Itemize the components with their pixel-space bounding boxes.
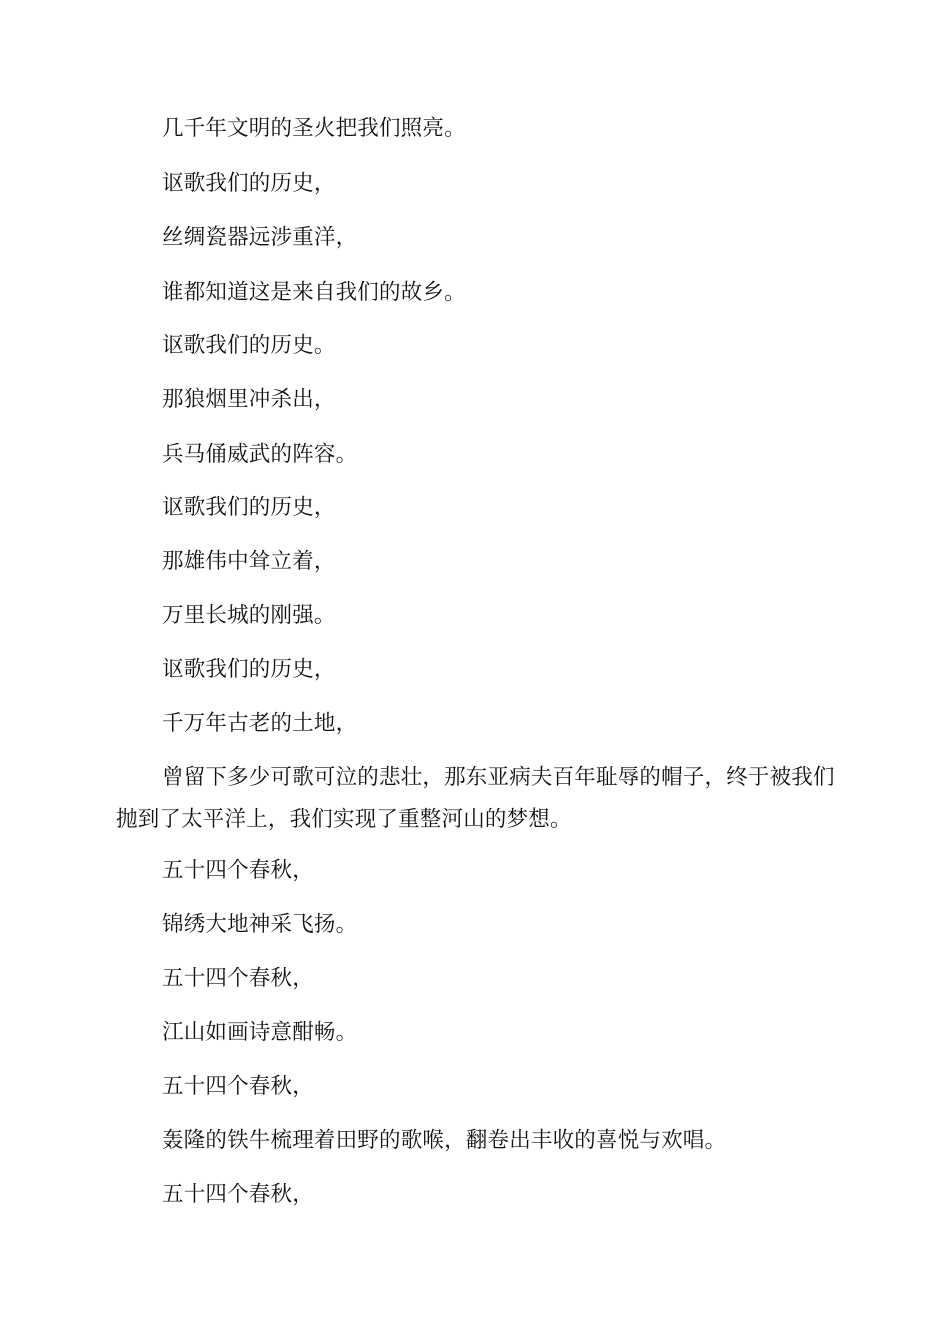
text-line: 几千年文明的圣火把我们照亮。 <box>162 116 466 141</box>
text-line: 丝绸瓷器远涉重洋， <box>162 225 358 250</box>
text-line: 兵马俑威武的阵容。 <box>162 442 358 467</box>
text-line: 讴歌我们的历史， <box>162 495 336 520</box>
text-line: 五十四个春秋， <box>162 1074 314 1099</box>
text-line: 千万年古老的土地， <box>162 711 358 736</box>
text-line: 江山如画诗意酣畅。 <box>162 1020 358 1045</box>
text-line: 五十四个春秋， <box>162 858 314 883</box>
text-line: 那雄伟中耸立着， <box>162 549 336 574</box>
text-line: 那狼烟里冲杀出， <box>162 387 336 412</box>
text-paragraph: 曾留下多少可歌可泣的悲壮，那东亚病夫百年耻辱的帽子，终于被我们抛到了太平洋上，我们实现了重整河山的梦想。 <box>116 765 835 832</box>
text-line: 五十四个春秋， <box>162 966 314 991</box>
text-line: 讴歌我们的历史， <box>162 657 336 682</box>
text-line: 讴歌我们的历史， <box>162 171 336 196</box>
text-line: 谁都知道这是来自我们的故乡。 <box>162 280 466 305</box>
text-line: 万里长城的刚强。 <box>162 603 336 628</box>
text-line: 讴歌我们的历史。 <box>162 333 336 358</box>
text-line: 锦绣大地神采飞扬。 <box>162 912 358 937</box>
text-line: 五十四个春秋， <box>162 1182 314 1207</box>
text-line: 轰隆的铁牛梳理着田野的歌喉，翻卷出丰收的喜悦与欢唱。 <box>162 1128 727 1153</box>
